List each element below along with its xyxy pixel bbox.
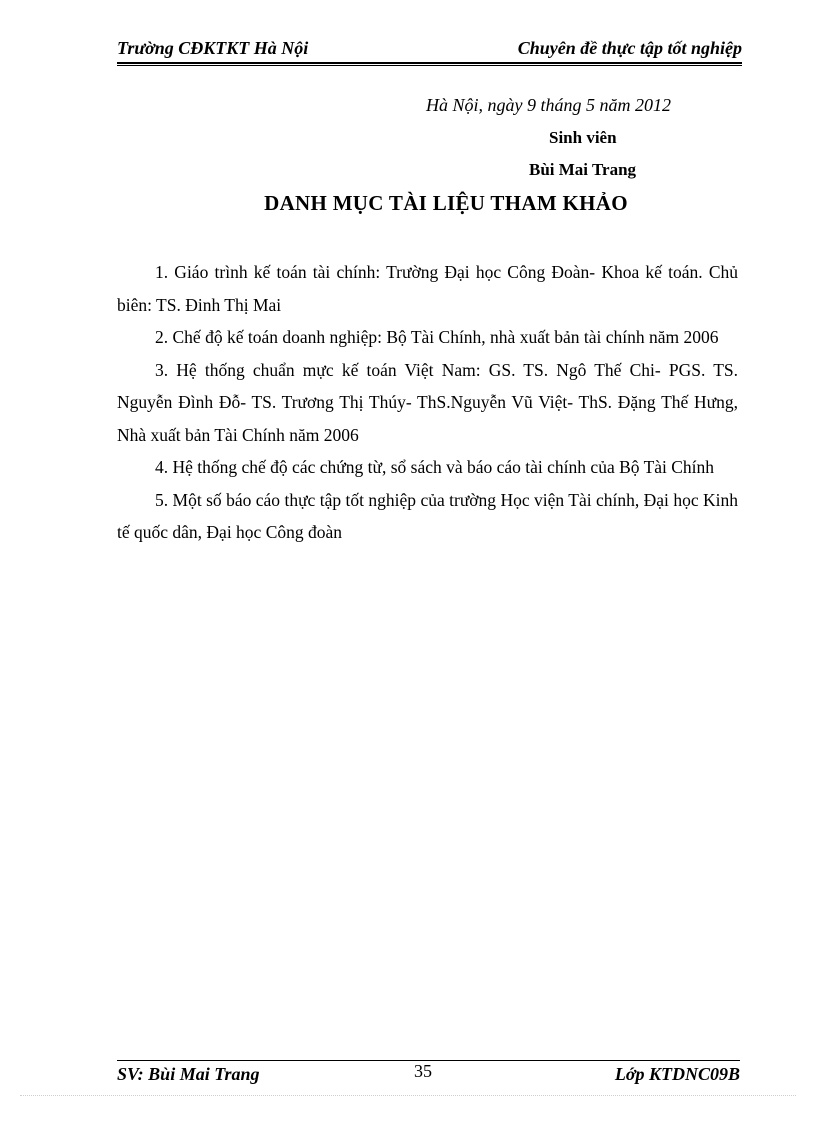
header-divider bbox=[117, 62, 742, 64]
reference-item: 5. Một số báo cáo thực tập tốt nghiệp của trường Học viện Tài chính, Đại học Kinh tế quốc dân, Đại học Công đoàn bbox=[117, 489, 738, 542]
header-school-name: Trường CĐKTKT Hà Nội bbox=[117, 38, 309, 58]
reference-item: 3. Hệ thống chuẩn mực kế toán Việt Nam: GS. TS. Ngô Thế Chi- PGS. TS. Nguyễn Đình Đỗ- TS. Trương Thị Thúy- ThS.Nguyễn Vũ Việt- ThS. Đặng Thế Hưng, Nhà xuất bản Tài Chính năm 2006 bbox=[117, 359, 738, 445]
page-edge-divider bbox=[20, 1095, 796, 1096]
signer-role: Sinh viên bbox=[549, 128, 617, 147]
signer-name: Bùi Mai Trang bbox=[529, 160, 637, 179]
reference-item: 1. Giáo trình kế toán tài chính: Trường Đại học Công Đoàn- Khoa kế toán. Chủ biên: TS. Đinh Thị Mai bbox=[117, 262, 738, 315]
reference-item: 2. Chế độ kế toán doanh nghiệp: Bộ Tài Chính, nhà xuất bản tài chính năm 2006 bbox=[155, 327, 719, 347]
reference-item: 4. Hệ thống chế độ các chứng từ, sổ sách và báo cáo tài chính của Bộ Tài Chính bbox=[155, 457, 715, 477]
reference-list bbox=[117, 256, 738, 549]
footer-student: SV: Bùi Mai Trang bbox=[117, 1064, 260, 1084]
footer-class: Lớp KTDNC09B bbox=[614, 1064, 740, 1084]
header-report-title: Chuyên đề thực tập tốt nghiệp bbox=[517, 38, 742, 58]
page-number: 35 bbox=[414, 1061, 432, 1081]
header-divider-thin bbox=[117, 65, 742, 66]
page-title: DANH MỤC TÀI LIỆU THAM KHẢO bbox=[264, 191, 628, 215]
signature-date: Hà Nội, ngày 9 tháng 5 năm 2012 bbox=[426, 95, 671, 115]
